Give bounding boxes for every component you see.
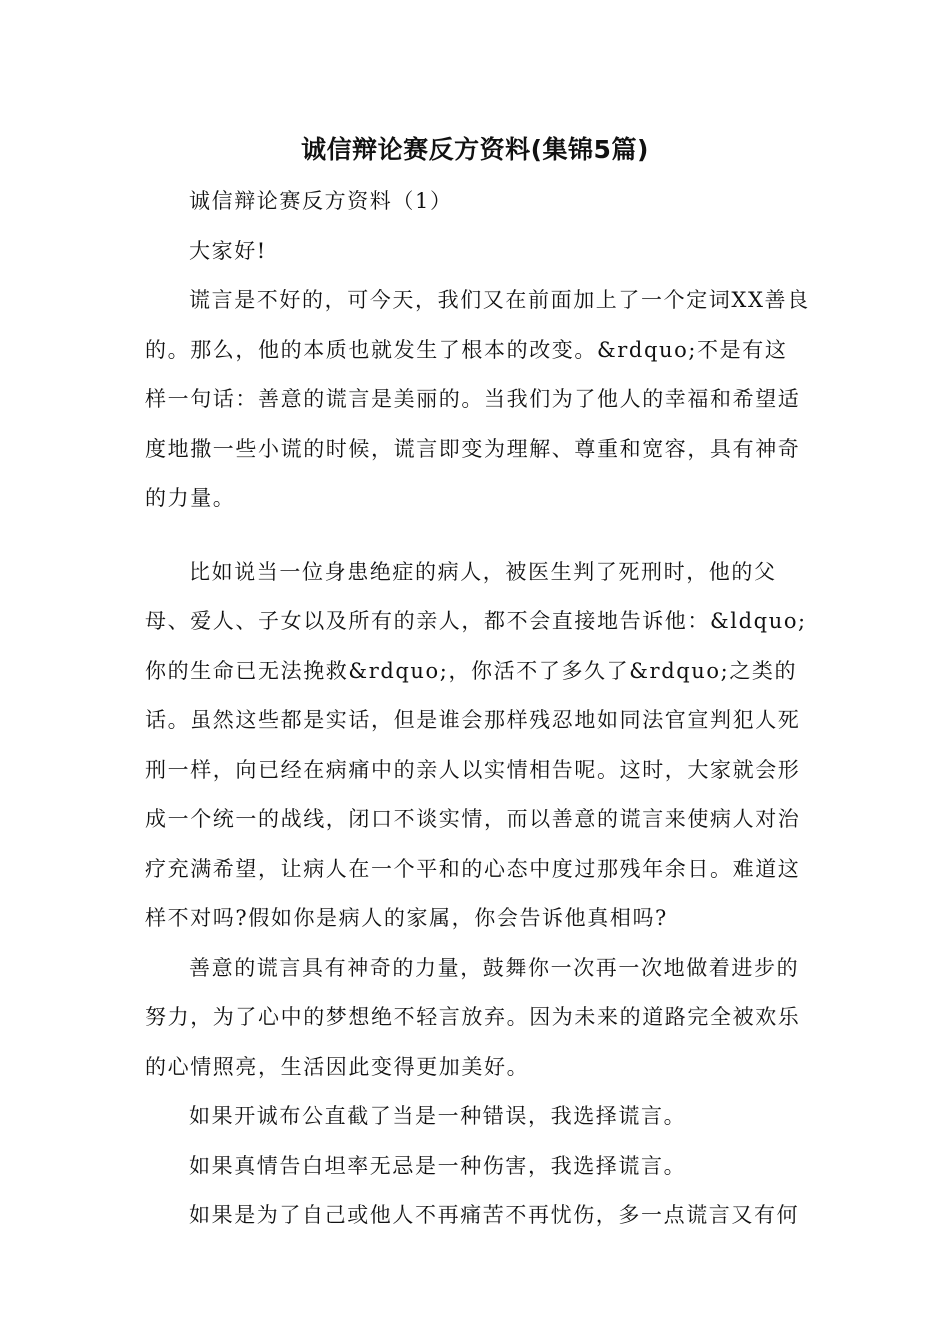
paragraph: 如果开诚布公直截了当是一种错误，我选择谎言。: [189, 1104, 687, 1128]
section-heading-block: [145, 184, 810, 218]
document-body: [145, 276, 810, 1241]
document-title: 诚信辩论赛反方资料(集锦5篇): [301, 135, 649, 164]
paragraph: 如果是为了自己或他人不再痛苦不再忧伤，多一点谎言又有何: [189, 1203, 800, 1227]
paragraph: 如果真情告白坦率无忌是一种伤害，我选择谎言。: [189, 1153, 687, 1178]
paragraph: 比如说当一位身患绝症的病人，被医生判了死刑时，他的父母、爱人、子女以及所有的亲人，都不会直接地告诉他：&ldquo;你的生命已无法挽救&rdquo;，你活不了多久了&rdquo;之类的话。虽然这些都是实话，但是谁会那样残忍地如同法官宣判犯人死刑一样，向已经在病痛中的亲人以实情相告呢。这时，大家就会形成一个统一的战线，闭口不谈实情，而以善意的谎言来使病人对治疗充满希望，让病人在一个平和的心态中度过那残年余日。难道这样不对吗?假如你是病人的家属，你会告诉他真相吗?: [145, 559, 807, 930]
greeting-block: [145, 232, 810, 270]
paragraph: 谎言是不好的，可今天，我们又在前面加上了一个定词XX善良的。那么，他的本质也就发生了根本的改变。&rdquo;不是有这样一句话：善意的谎言是美丽的。当我们为了他人的幸福和希望适度地撒一些小谎的时候，谎言即变为理解、尊重和宽容，具有神奇的力量。: [145, 288, 810, 510]
paragraph: 善意的谎言具有神奇的力量，鼓舞你一次再一次地做着进步的努力，为了心中的梦想绝不轻言放弃。因为未来的道路完全被欢乐的心情照亮，生活因此变得更加美好。: [145, 955, 801, 1079]
section-heading: 诚信辩论赛反方资料（1）: [189, 189, 453, 213]
greeting-text: 大家好!: [189, 239, 267, 263]
